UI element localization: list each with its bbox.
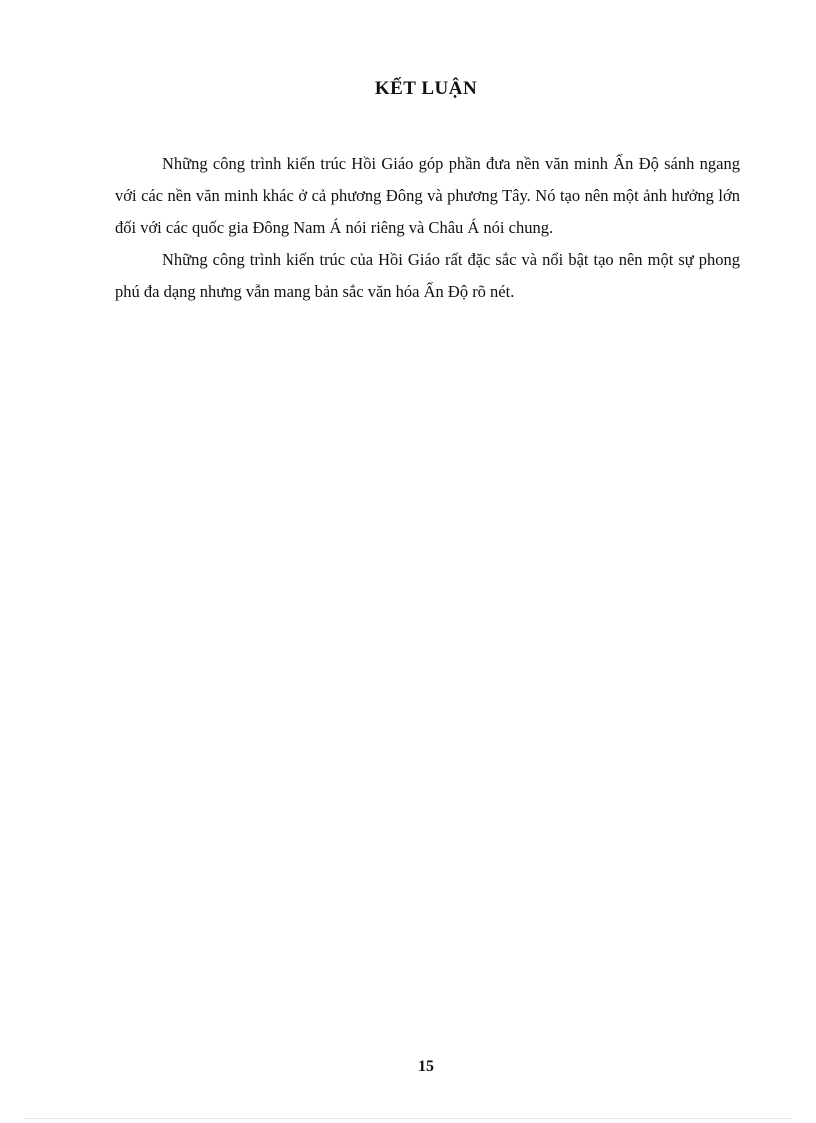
bottom-divider [25, 1118, 791, 1119]
page-title: KẾT LUẬN [374, 78, 478, 99]
body-text [115, 148, 740, 308]
paragraph-2: Những công trình kiến trúc của Hồi Giáo rất đặc sắc và nổi bật tạo nên một sự phong phú đa dạng nhưng vẫn mang bản sắc văn hóa Ấn Độ rõ nét. [115, 250, 740, 301]
page-number: 15 [418, 1058, 434, 1075]
paragraph-1: Những công trình kiến trúc Hồi Giáo góp phần đưa nền văn minh Ấn Độ sánh ngang với các nền văn minh khác ở cả phương Đông và phương Tây. Nó tạo nên một ảnh hưởng lớn đối với các quốc gia Đông Nam Á nói riêng và Châu Á nói chung. [115, 154, 740, 237]
